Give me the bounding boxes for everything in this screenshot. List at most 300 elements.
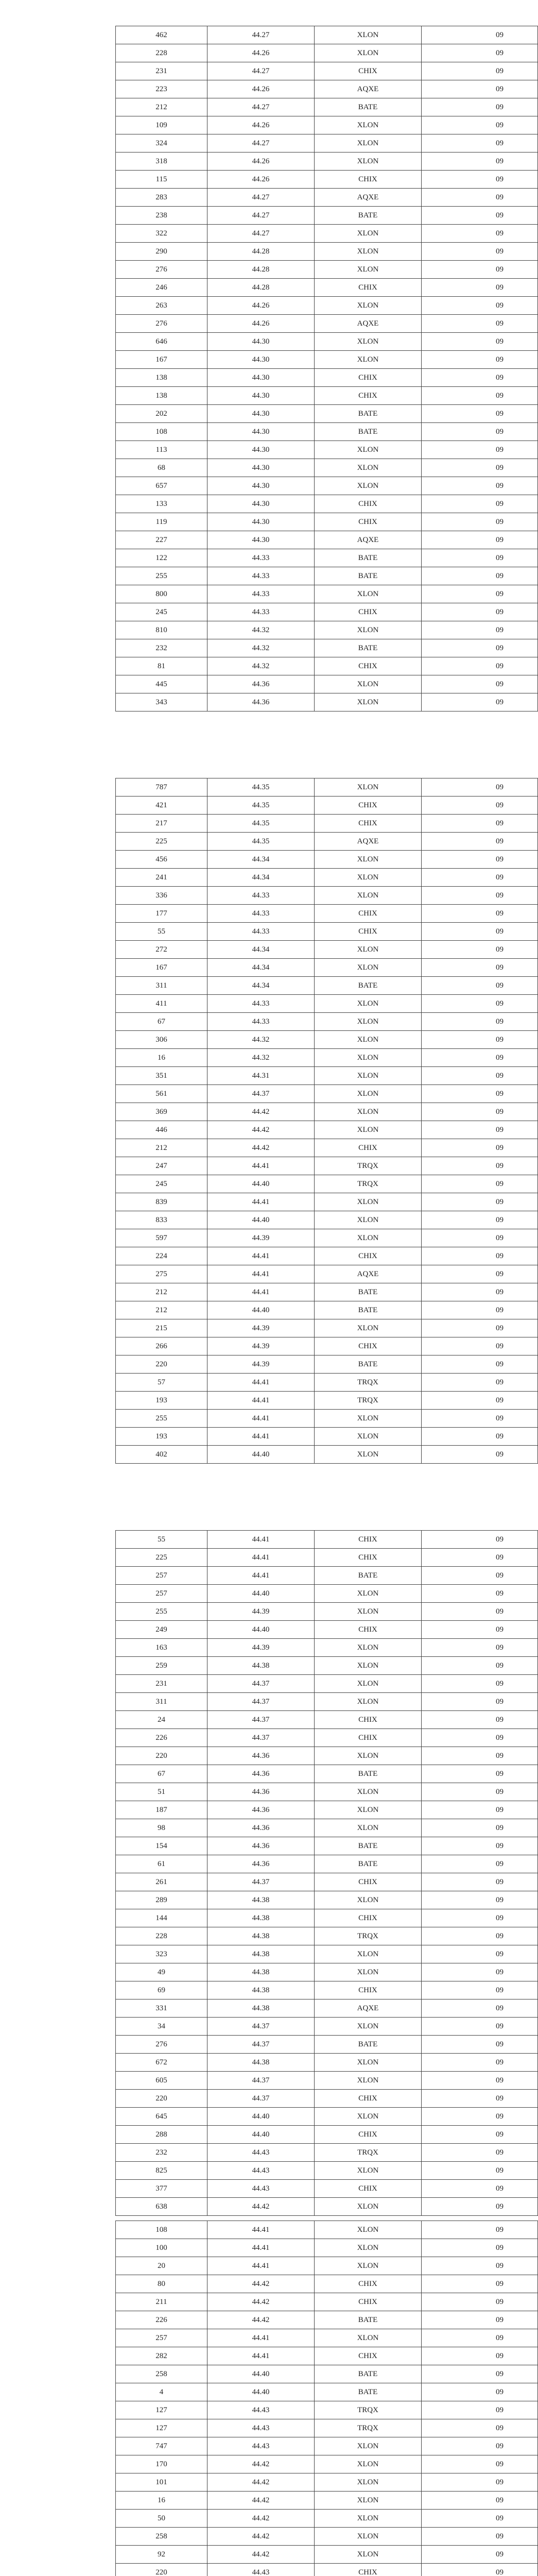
venue-cell: XLON — [315, 1121, 422, 1139]
volume-cell: 323 — [116, 1945, 207, 1963]
volume-cell: 241 — [116, 869, 207, 887]
table-row — [116, 1675, 538, 1693]
time-cell: 09 — [422, 2564, 538, 2576]
price-cell: 44.38 — [207, 1963, 315, 1981]
volume-cell: 263 — [116, 297, 207, 315]
table-row — [116, 2018, 538, 2036]
time-cell: 09 — [422, 2419, 538, 2437]
table-row — [116, 1355, 538, 1374]
volume-cell: 220 — [116, 1747, 207, 1765]
time-cell: 09 — [422, 2455, 538, 2473]
volume-cell: 144 — [116, 1909, 207, 1927]
table-row — [116, 905, 538, 923]
time-cell: 09 — [422, 2365, 538, 2383]
price-cell: 44.42 — [207, 2311, 315, 2329]
venue-cell: XLON — [315, 1675, 422, 1693]
price-cell: 44.36 — [207, 1783, 315, 1801]
time-cell: 09 — [422, 1531, 538, 1549]
volume-cell: 202 — [116, 405, 207, 423]
table-row — [116, 941, 538, 959]
table-row — [116, 1211, 538, 1229]
volume-cell: 68 — [116, 459, 207, 477]
venue-cell: XLON — [315, 1319, 422, 1337]
time-cell: 09 — [422, 1428, 538, 1446]
venue-cell: XLON — [315, 1819, 422, 1837]
table-row — [116, 1945, 538, 1963]
venue-cell: CHIX — [315, 279, 422, 297]
table-row — [116, 98, 538, 116]
table-row — [116, 1103, 538, 1121]
volume-cell: 127 — [116, 2401, 207, 2419]
table-row — [116, 1031, 538, 1049]
table-row — [116, 207, 538, 225]
table-row — [116, 567, 538, 585]
table-row — [116, 977, 538, 995]
venue-cell: XLON — [315, 1049, 422, 1067]
volume-cell: 258 — [116, 2528, 207, 2546]
price-cell: 44.43 — [207, 2437, 315, 2455]
venue-cell: CHIX — [315, 657, 422, 675]
time-cell: 09 — [422, 2401, 538, 2419]
volume-cell: 246 — [116, 279, 207, 297]
table-row — [116, 1963, 538, 1981]
venue-cell: BATE — [315, 1355, 422, 1374]
venue-cell: XLON — [315, 693, 422, 711]
price-cell: 44.30 — [207, 513, 315, 531]
volume-cell: 69 — [116, 1981, 207, 1999]
volume-cell: 238 — [116, 207, 207, 225]
table-row — [116, 639, 538, 657]
volume-cell: 227 — [116, 531, 207, 549]
price-cell: 44.37 — [207, 1729, 315, 1747]
price-cell: 44.41 — [207, 1549, 315, 1567]
table-row — [116, 778, 538, 796]
table-row — [116, 387, 538, 405]
time-cell: 09 — [422, 2510, 538, 2528]
table-row — [116, 2492, 538, 2510]
venue-cell: XLON — [315, 2239, 422, 2257]
time-cell: 09 — [422, 1891, 538, 1909]
time-cell: 09 — [422, 1229, 538, 1247]
time-cell: 09 — [422, 2257, 538, 2275]
venue-cell: TRQX — [315, 1927, 422, 1945]
volume-cell: 57 — [116, 1374, 207, 1392]
venue-cell: BATE — [315, 1765, 422, 1783]
price-cell: 44.32 — [207, 1049, 315, 1067]
price-cell: 44.40 — [207, 1175, 315, 1193]
volume-cell: 646 — [116, 333, 207, 351]
table-row — [116, 2221, 538, 2239]
price-cell: 44.42 — [207, 1121, 315, 1139]
venue-cell: XLON — [315, 2528, 422, 2546]
volume-cell: 154 — [116, 1837, 207, 1855]
table-row — [116, 2437, 538, 2455]
trade-table-3 — [115, 1530, 504, 2216]
volume-cell: 108 — [116, 2221, 207, 2239]
time-cell: 09 — [422, 1747, 538, 1765]
volume-cell: 138 — [116, 387, 207, 405]
table-row — [116, 189, 538, 207]
volume-cell: 212 — [116, 1283, 207, 1301]
price-cell: 44.27 — [207, 207, 315, 225]
price-cell: 44.32 — [207, 1031, 315, 1049]
price-cell: 44.30 — [207, 477, 315, 495]
price-cell: 44.26 — [207, 297, 315, 315]
table-row — [116, 2347, 538, 2365]
time-cell: 09 — [422, 1193, 538, 1211]
venue-cell: CHIX — [315, 2180, 422, 2198]
time-cell: 09 — [422, 225, 538, 243]
volume-cell: 377 — [116, 2180, 207, 2198]
table-row — [116, 26, 538, 44]
table-row — [116, 1067, 538, 1085]
venue-cell: XLON — [315, 941, 422, 959]
volume-cell: 747 — [116, 2437, 207, 2455]
price-cell: 44.37 — [207, 2036, 315, 2054]
volume-cell: 170 — [116, 2455, 207, 2473]
volume-cell: 108 — [116, 423, 207, 441]
volume-cell: 220 — [116, 1355, 207, 1374]
venue-cell: XLON — [315, 2257, 422, 2275]
price-cell: 44.42 — [207, 2510, 315, 2528]
price-cell: 44.26 — [207, 80, 315, 98]
table-row — [116, 2126, 538, 2144]
volume-cell: 50 — [116, 2510, 207, 2528]
price-cell: 44.37 — [207, 1085, 315, 1103]
time-cell: 09 — [422, 941, 538, 959]
venue-cell: XLON — [315, 152, 422, 171]
price-cell: 44.33 — [207, 603, 315, 621]
table-row — [116, 833, 538, 851]
venue-cell: XLON — [315, 675, 422, 693]
venue-cell: XLON — [315, 44, 422, 62]
venue-cell: BATE — [315, 639, 422, 657]
venue-cell: XLON — [315, 2437, 422, 2455]
time-cell: 09 — [422, 2198, 538, 2216]
venue-cell: XLON — [315, 959, 422, 977]
price-cell: 44.30 — [207, 369, 315, 387]
table-row — [116, 1693, 538, 1711]
price-cell: 44.41 — [207, 1283, 315, 1301]
table-row — [116, 243, 538, 261]
volume-cell: 231 — [116, 62, 207, 80]
price-cell: 44.42 — [207, 2455, 315, 2473]
venue-cell: TRQX — [315, 1175, 422, 1193]
price-cell: 44.33 — [207, 585, 315, 603]
venue-cell: BATE — [315, 549, 422, 567]
table-row — [116, 261, 538, 279]
table-row — [116, 1711, 538, 1729]
time-cell: 09 — [422, 134, 538, 152]
price-cell: 44.36 — [207, 1765, 315, 1783]
table-row — [116, 44, 538, 62]
time-cell: 09 — [422, 2528, 538, 2546]
venue-cell: XLON — [315, 1067, 422, 1085]
price-cell: 44.43 — [207, 2419, 315, 2437]
venue-cell: CHIX — [315, 495, 422, 513]
venue-cell: CHIX — [315, 923, 422, 941]
volume-cell: 283 — [116, 189, 207, 207]
time-cell: 09 — [422, 995, 538, 1013]
price-cell: 44.33 — [207, 905, 315, 923]
venue-cell: AQXE — [315, 531, 422, 549]
price-cell: 44.30 — [207, 333, 315, 351]
price-cell: 44.26 — [207, 44, 315, 62]
volume-cell: 290 — [116, 243, 207, 261]
table-row — [116, 369, 538, 387]
volume-cell: 231 — [116, 1675, 207, 1693]
time-cell: 09 — [422, 887, 538, 905]
volume-cell: 51 — [116, 1783, 207, 1801]
volume-cell: 810 — [116, 621, 207, 639]
table-row — [116, 2257, 538, 2275]
price-cell: 44.41 — [207, 2347, 315, 2365]
volume-cell: 672 — [116, 2054, 207, 2072]
price-cell: 44.40 — [207, 1211, 315, 1229]
price-cell: 44.41 — [207, 1247, 315, 1265]
volume-cell: 228 — [116, 1927, 207, 1945]
time-cell: 09 — [422, 1765, 538, 1783]
venue-cell: XLON — [315, 116, 422, 134]
time-cell: 09 — [422, 1355, 538, 1374]
price-cell: 44.39 — [207, 1639, 315, 1657]
volume-cell: 100 — [116, 2239, 207, 2257]
table-row — [116, 1337, 538, 1355]
table-row — [116, 531, 538, 549]
venue-cell: XLON — [315, 621, 422, 639]
trade-table — [115, 26, 538, 711]
time-cell: 09 — [422, 1157, 538, 1175]
venue-cell: XLON — [315, 585, 422, 603]
table-row — [116, 2528, 538, 2546]
table-row — [116, 495, 538, 513]
price-cell: 44.33 — [207, 1013, 315, 1031]
venue-cell: AQXE — [315, 1265, 422, 1283]
volume-cell: 177 — [116, 905, 207, 923]
table-row — [116, 1157, 538, 1175]
table-row — [116, 171, 538, 189]
time-cell: 09 — [422, 2473, 538, 2492]
time-cell: 09 — [422, 1819, 538, 1837]
volume-cell: 163 — [116, 1639, 207, 1657]
venue-cell: XLON — [315, 2492, 422, 2510]
volume-cell: 657 — [116, 477, 207, 495]
price-cell: 44.40 — [207, 1301, 315, 1319]
price-cell: 44.28 — [207, 243, 315, 261]
table-row — [116, 2455, 538, 2473]
time-cell: 09 — [422, 1909, 538, 1927]
volume-cell: 255 — [116, 1603, 207, 1621]
price-cell: 44.34 — [207, 977, 315, 995]
venue-cell: CHIX — [315, 171, 422, 189]
table-row — [116, 1747, 538, 1765]
time-cell: 09 — [422, 1927, 538, 1945]
venue-cell: CHIX — [315, 1621, 422, 1639]
price-cell: 44.36 — [207, 1837, 315, 1855]
price-cell: 44.26 — [207, 152, 315, 171]
price-cell: 44.42 — [207, 1139, 315, 1157]
table-row — [116, 603, 538, 621]
volume-cell: 282 — [116, 2347, 207, 2365]
table-row — [116, 2293, 538, 2311]
time-cell: 09 — [422, 1337, 538, 1355]
venue-cell: CHIX — [315, 2293, 422, 2311]
venue-cell: XLON — [315, 2455, 422, 2473]
time-cell: 09 — [422, 2018, 538, 2036]
venue-cell: XLON — [315, 995, 422, 1013]
table-row — [116, 675, 538, 693]
price-cell: 44.33 — [207, 887, 315, 905]
table-row — [116, 1446, 538, 1464]
price-cell: 44.41 — [207, 2329, 315, 2347]
time-cell: 09 — [422, 2546, 538, 2564]
volume-cell: 167 — [116, 351, 207, 369]
venue-cell: XLON — [315, 2054, 422, 2072]
volume-cell: 215 — [116, 1319, 207, 1337]
price-cell: 44.43 — [207, 2162, 315, 2180]
table-row — [116, 1085, 538, 1103]
table-row — [116, 1121, 538, 1139]
time-cell: 09 — [422, 152, 538, 171]
venue-cell: BATE — [315, 1855, 422, 1873]
volume-cell: 249 — [116, 1621, 207, 1639]
table-row — [116, 1981, 538, 1999]
volume-cell: 224 — [116, 1247, 207, 1265]
time-cell: 09 — [422, 261, 538, 279]
time-cell: 09 — [422, 1873, 538, 1891]
volume-cell: 34 — [116, 2018, 207, 2036]
table-row — [116, 796, 538, 815]
price-cell: 44.28 — [207, 261, 315, 279]
venue-cell: CHIX — [315, 513, 422, 531]
table-row — [116, 815, 538, 833]
time-cell: 09 — [422, 98, 538, 116]
venue-cell: XLON — [315, 1747, 422, 1765]
price-cell: 44.38 — [207, 1891, 315, 1909]
venue-cell: CHIX — [315, 2275, 422, 2293]
volume-cell: 225 — [116, 833, 207, 851]
table-row — [116, 441, 538, 459]
venue-cell: XLON — [315, 1211, 422, 1229]
trade-table — [115, 1530, 538, 2216]
volume-cell: 833 — [116, 1211, 207, 1229]
volume-cell: 24 — [116, 1711, 207, 1729]
venue-cell: CHIX — [315, 1981, 422, 1999]
time-cell: 09 — [422, 1945, 538, 1963]
table-row — [116, 1891, 538, 1909]
time-cell: 09 — [422, 423, 538, 441]
venue-cell: CHIX — [315, 1711, 422, 1729]
time-cell: 09 — [422, 1319, 538, 1337]
time-cell: 09 — [422, 243, 538, 261]
time-cell: 09 — [422, 1103, 538, 1121]
volume-cell: 98 — [116, 1819, 207, 1837]
time-cell: 09 — [422, 2221, 538, 2239]
venue-cell: XLON — [315, 477, 422, 495]
table-row — [116, 1837, 538, 1855]
venue-cell: CHIX — [315, 1549, 422, 1567]
table-row — [116, 2510, 538, 2528]
table-row — [116, 1729, 538, 1747]
price-cell: 44.39 — [207, 1319, 315, 1337]
table-row — [116, 477, 538, 495]
time-cell: 09 — [422, 2492, 538, 2510]
table-row — [116, 1783, 538, 1801]
price-cell: 44.42 — [207, 2528, 315, 2546]
price-cell: 44.43 — [207, 2564, 315, 2576]
price-cell: 44.37 — [207, 1675, 315, 1693]
price-cell: 44.41 — [207, 2239, 315, 2257]
venue-cell: XLON — [315, 851, 422, 869]
price-cell: 44.30 — [207, 441, 315, 459]
time-cell: 09 — [422, 2054, 538, 2072]
venue-cell: CHIX — [315, 2347, 422, 2365]
price-cell: 44.38 — [207, 1657, 315, 1675]
table-row — [116, 1927, 538, 1945]
time-cell: 09 — [422, 1121, 538, 1139]
venue-cell: XLON — [315, 1945, 422, 1963]
time-cell: 09 — [422, 815, 538, 833]
time-cell: 09 — [422, 531, 538, 549]
table-row — [116, 693, 538, 711]
price-cell: 44.30 — [207, 459, 315, 477]
time-cell: 09 — [422, 2108, 538, 2126]
time-cell: 09 — [422, 2036, 538, 2054]
time-cell: 09 — [422, 796, 538, 815]
price-cell: 44.41 — [207, 1428, 315, 1446]
table-row — [116, 1247, 538, 1265]
time-cell: 09 — [422, 1639, 538, 1657]
time-cell: 09 — [422, 1963, 538, 1981]
trade-table-4 — [115, 2221, 504, 2576]
time-cell: 09 — [422, 1675, 538, 1693]
price-cell: 44.42 — [207, 2473, 315, 2492]
volume-cell: 255 — [116, 1410, 207, 1428]
time-cell: 09 — [422, 977, 538, 995]
venue-cell: XLON — [315, 1103, 422, 1121]
table-row — [116, 2108, 538, 2126]
table-row — [116, 1855, 538, 1873]
table-row — [116, 1139, 538, 1157]
table-row — [116, 549, 538, 567]
price-cell: 44.40 — [207, 2365, 315, 2383]
volume-cell: 351 — [116, 1067, 207, 1085]
price-cell: 44.36 — [207, 1801, 315, 1819]
volume-cell: 446 — [116, 1121, 207, 1139]
time-cell: 09 — [422, 189, 538, 207]
volume-cell: 787 — [116, 778, 207, 796]
price-cell: 44.35 — [207, 815, 315, 833]
table-row — [116, 1549, 538, 1567]
venue-cell: AQXE — [315, 1999, 422, 2018]
price-cell: 44.32 — [207, 639, 315, 657]
venue-cell: XLON — [315, 2546, 422, 2564]
price-cell: 44.36 — [207, 675, 315, 693]
time-cell: 09 — [422, 1392, 538, 1410]
venue-cell: BATE — [315, 2383, 422, 2401]
volume-cell: 119 — [116, 513, 207, 531]
volume-cell: 20 — [116, 2257, 207, 2275]
venue-cell: TRQX — [315, 2419, 422, 2437]
volume-cell: 257 — [116, 2329, 207, 2347]
volume-cell: 113 — [116, 441, 207, 459]
venue-cell: BATE — [315, 567, 422, 585]
table-row — [116, 2198, 538, 2216]
table-row — [116, 1603, 538, 1621]
volume-cell: 212 — [116, 1139, 207, 1157]
volume-cell: 318 — [116, 152, 207, 171]
price-cell: 44.36 — [207, 1819, 315, 1837]
